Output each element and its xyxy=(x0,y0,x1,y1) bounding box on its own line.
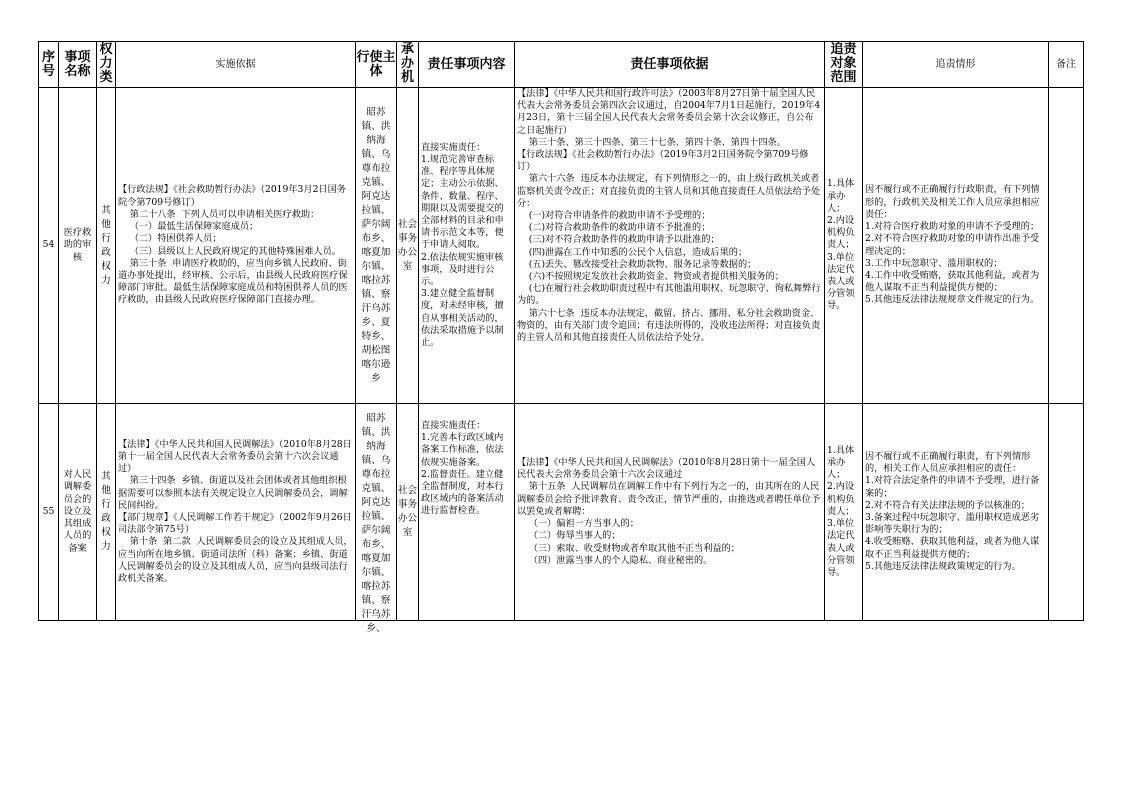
header-situation: 追责情形 xyxy=(863,42,1049,88)
header-item-name: 事项名称 xyxy=(59,42,97,88)
cell-seq: 54 xyxy=(39,88,59,404)
cell-situation: 因不履行或不正确履行职责，有下列情形的，相关工作人员应承担相应的责任： 1.对符合法定条件的申请不予受理，进行备案的； 2.对不符合有关法律法规的予以核准的； 3.备案过程中玩忽职守、滥用职权造成恶劣影响等失职行为的； 4.收受贿赂、获取其他利益，或者为他人谋取不正当利益提供方便的； 5.其他违反法律法规政策规定的行为。 xyxy=(863,404,1049,621)
header-subject: 行使主体 xyxy=(356,42,397,88)
cell-resp-basis: 【法律】《中华人民共和国人民调解法》（2010年8月28日第十一届全国人民代表大会常务委员会第十六次会议通过 第十五条 人民调解员在调解工作中有下列行为之一的，由其所在的人民调解委员会给予批评教育、责令改正，情节严重的，由推选或者聘任单位予以罢免或者解聘： （一）偏袒一方当事人的； （二）侮辱当事人的； （三）索取、收受财物或者牟取其他不正当利益的； （四）泄露当事人的个人隐私、商业秘密的。 xyxy=(515,404,825,621)
cell-org: 社会事务办公室 xyxy=(397,404,419,621)
cell-subject: 昭苏镇、洪纳海镇、乌尊布拉克镇、阿克达拉镇、萨尔阔布乡、喀夏加尔镇、喀拉苏镇、察汗乌苏乡、夏特乡、胡松图喀尔逊乡 xyxy=(356,88,397,404)
cell-basis: 【法律】《中华人民共和国人民调解法》（2010年8月28日第十一届全国人民代表大会常务委员会第十六次会议通过） 第三十四条 乡镇、街道以及社会团体或者其他组织根据需要可以参照本法有关规定设立人民调解委员会，调解民间纠纷。 【部门规章】《人民调解工作若干规定》（2002年9月26日司法部令第75号） 第十条 第二款 人民调解委员会的设立及其组成人员，应当向所在地乡镇、街道司法所（科）备案；乡镇、街道人民调解委员会的设立及其组成人员，应当向县级司法行政机关备案。 xyxy=(116,404,356,621)
cell-target: 1.具体承办人； 2.内设机构负责人； 3.单位法定代表人或分管领导。 xyxy=(825,404,863,621)
header-power-type: 权力类 xyxy=(97,42,116,88)
cell-power-type: 其他行政权力 xyxy=(97,88,116,404)
responsibility-table xyxy=(38,41,1084,634)
header-org: 承办机 xyxy=(397,42,419,88)
cell-seq: 55 xyxy=(39,404,59,621)
header-remark: 备注 xyxy=(1049,42,1084,88)
header-basis: 实施依据 xyxy=(116,42,356,88)
cell-situation: 因不履行或不正确履行行政职责，有下列情形的，行政机关及相关工作人员应承担相应责任： 1.对符合医疗救助对象的申请不予受理的； 2.对不符合医疗救助对象的申请作出准予受理决定的； 3.工作中玩忽职守、滥用职权的； 4.工作中收受贿赂，获取其他利益，或者为他人谋取不正当利益提供方便的； 5.其他违反法律法规规章文件规定的行为。 xyxy=(863,88,1049,404)
header-row xyxy=(39,42,1084,88)
header-seq: 序号 xyxy=(39,42,59,88)
table-row xyxy=(39,404,1084,621)
table-row xyxy=(39,88,1084,404)
header-resp-basis: 责任事项依据 xyxy=(515,42,825,88)
cell-resp-basis: 【法律】《中华人民共和国行政许可法》（2003年8月27日第十届全国人民代表大会常务委员会第四次会议通过，自2004年7月1日起施行，2019年4月23日，第十三届全国人民代表大会常务委员会第十次会议修正，自公布之日起施行） 第三十条、第三十四条、第三十七条、第四十条、第四十四条。 【行政法规】《社会救助暂行办法》（2019年3月2日国务院令第709号修订） 第六十六条 违反本办法规定，有下列情形之一的，由上级行政机关或者监察机关责令改正；对直接负责的主管人员和其他直接责任人员依法给予处分： (一)对符合申请条件的救助申请不予受理的； (二)对符合救助条件的救助申请不予批准的； (三)对不符合救助条件的救助申请予以批准的； (四)泄露在工作中知悉的公民个人信息，造成后果的； (五)丢失、篡改接受社会救助款物、服务记录等数据的； (六)不按照规定发放社会救助资金、物资或者提供相关服务的； (七)在履行社会救助职责过程中有其他滥用职权、玩忽职守、徇私舞弊行为的。 第六十七条 违反本办法规定，截留、挤占、挪用、私分社会救助资金、物资的，由有关部门责令追回；有违法所得的，没收违法所得；对直接负责的主管人员和其他直接责任人员依法给予处分。 xyxy=(515,88,825,404)
cell-item-name: 医疗救助的审核 xyxy=(59,88,97,404)
cell-org: 社会事务办公室 xyxy=(397,88,419,404)
cell-target: 1.具体承办人； 2.内设机构负责人； 3.单位法定代表人或分管领导。 xyxy=(825,88,863,404)
cell-subject: 昭苏镇、洪纳海镇、乌尊布拉克镇、阿克达拉镇、萨尔阔布乡、喀夏加尔镇、喀拉苏镇、察汗乌苏乡、 xyxy=(356,404,397,621)
header-target: 追责对象范围 xyxy=(825,42,863,88)
cell-resp-content: 直接实施责任： 1.完善本行政区域内备案工作标准，依法依规实施备案。 2.监督责任。建立健全监督制度，对本行政区域内的备案活动进行监督检查。 xyxy=(419,404,515,621)
cell-remark xyxy=(1049,404,1084,621)
cell-item-name: 对人民调解委员会的设立及其组成人员的备案 xyxy=(59,404,97,621)
header-resp-content: 责任事项内容 xyxy=(419,42,515,88)
cell-remark xyxy=(1049,88,1084,404)
cell-resp-content: 直接实施责任： 1.规范完善审查标准、程序等具体规定；主动公示依据、条件、数量、程序、期限以及需要提交的全部材料的目录和申请书示范文本等，便于申请人阅取。 2.依法依规实施审核事项，及时进行公示。 3.建立健全监督制度，对未经审核，擅自从事相关活动的，依法采取措施予以制止。 xyxy=(419,88,515,404)
cell-basis: 【行政法规】《社会救助暂行办法》（2019年3月2日国务院令第709号修订） 第二十八条 下列人员可以申请相关医疗救助： （一）最低生活保障家庭成员； （二）特困供养人员； （三）县级以上人民政府规定的其他特殊困难人员。 第三十条 申请医疗救助的，应当向乡镇人民政府、街道办事处提出，经审核、公示后，由县级人民政府医疗保障部门审批。最低生活保障家庭成员和特困供养人员的医疗救助，由县级人民政府医疗保障部门直接办理。 xyxy=(116,88,356,404)
cell-power-type: 其他行政权力 xyxy=(97,404,116,621)
